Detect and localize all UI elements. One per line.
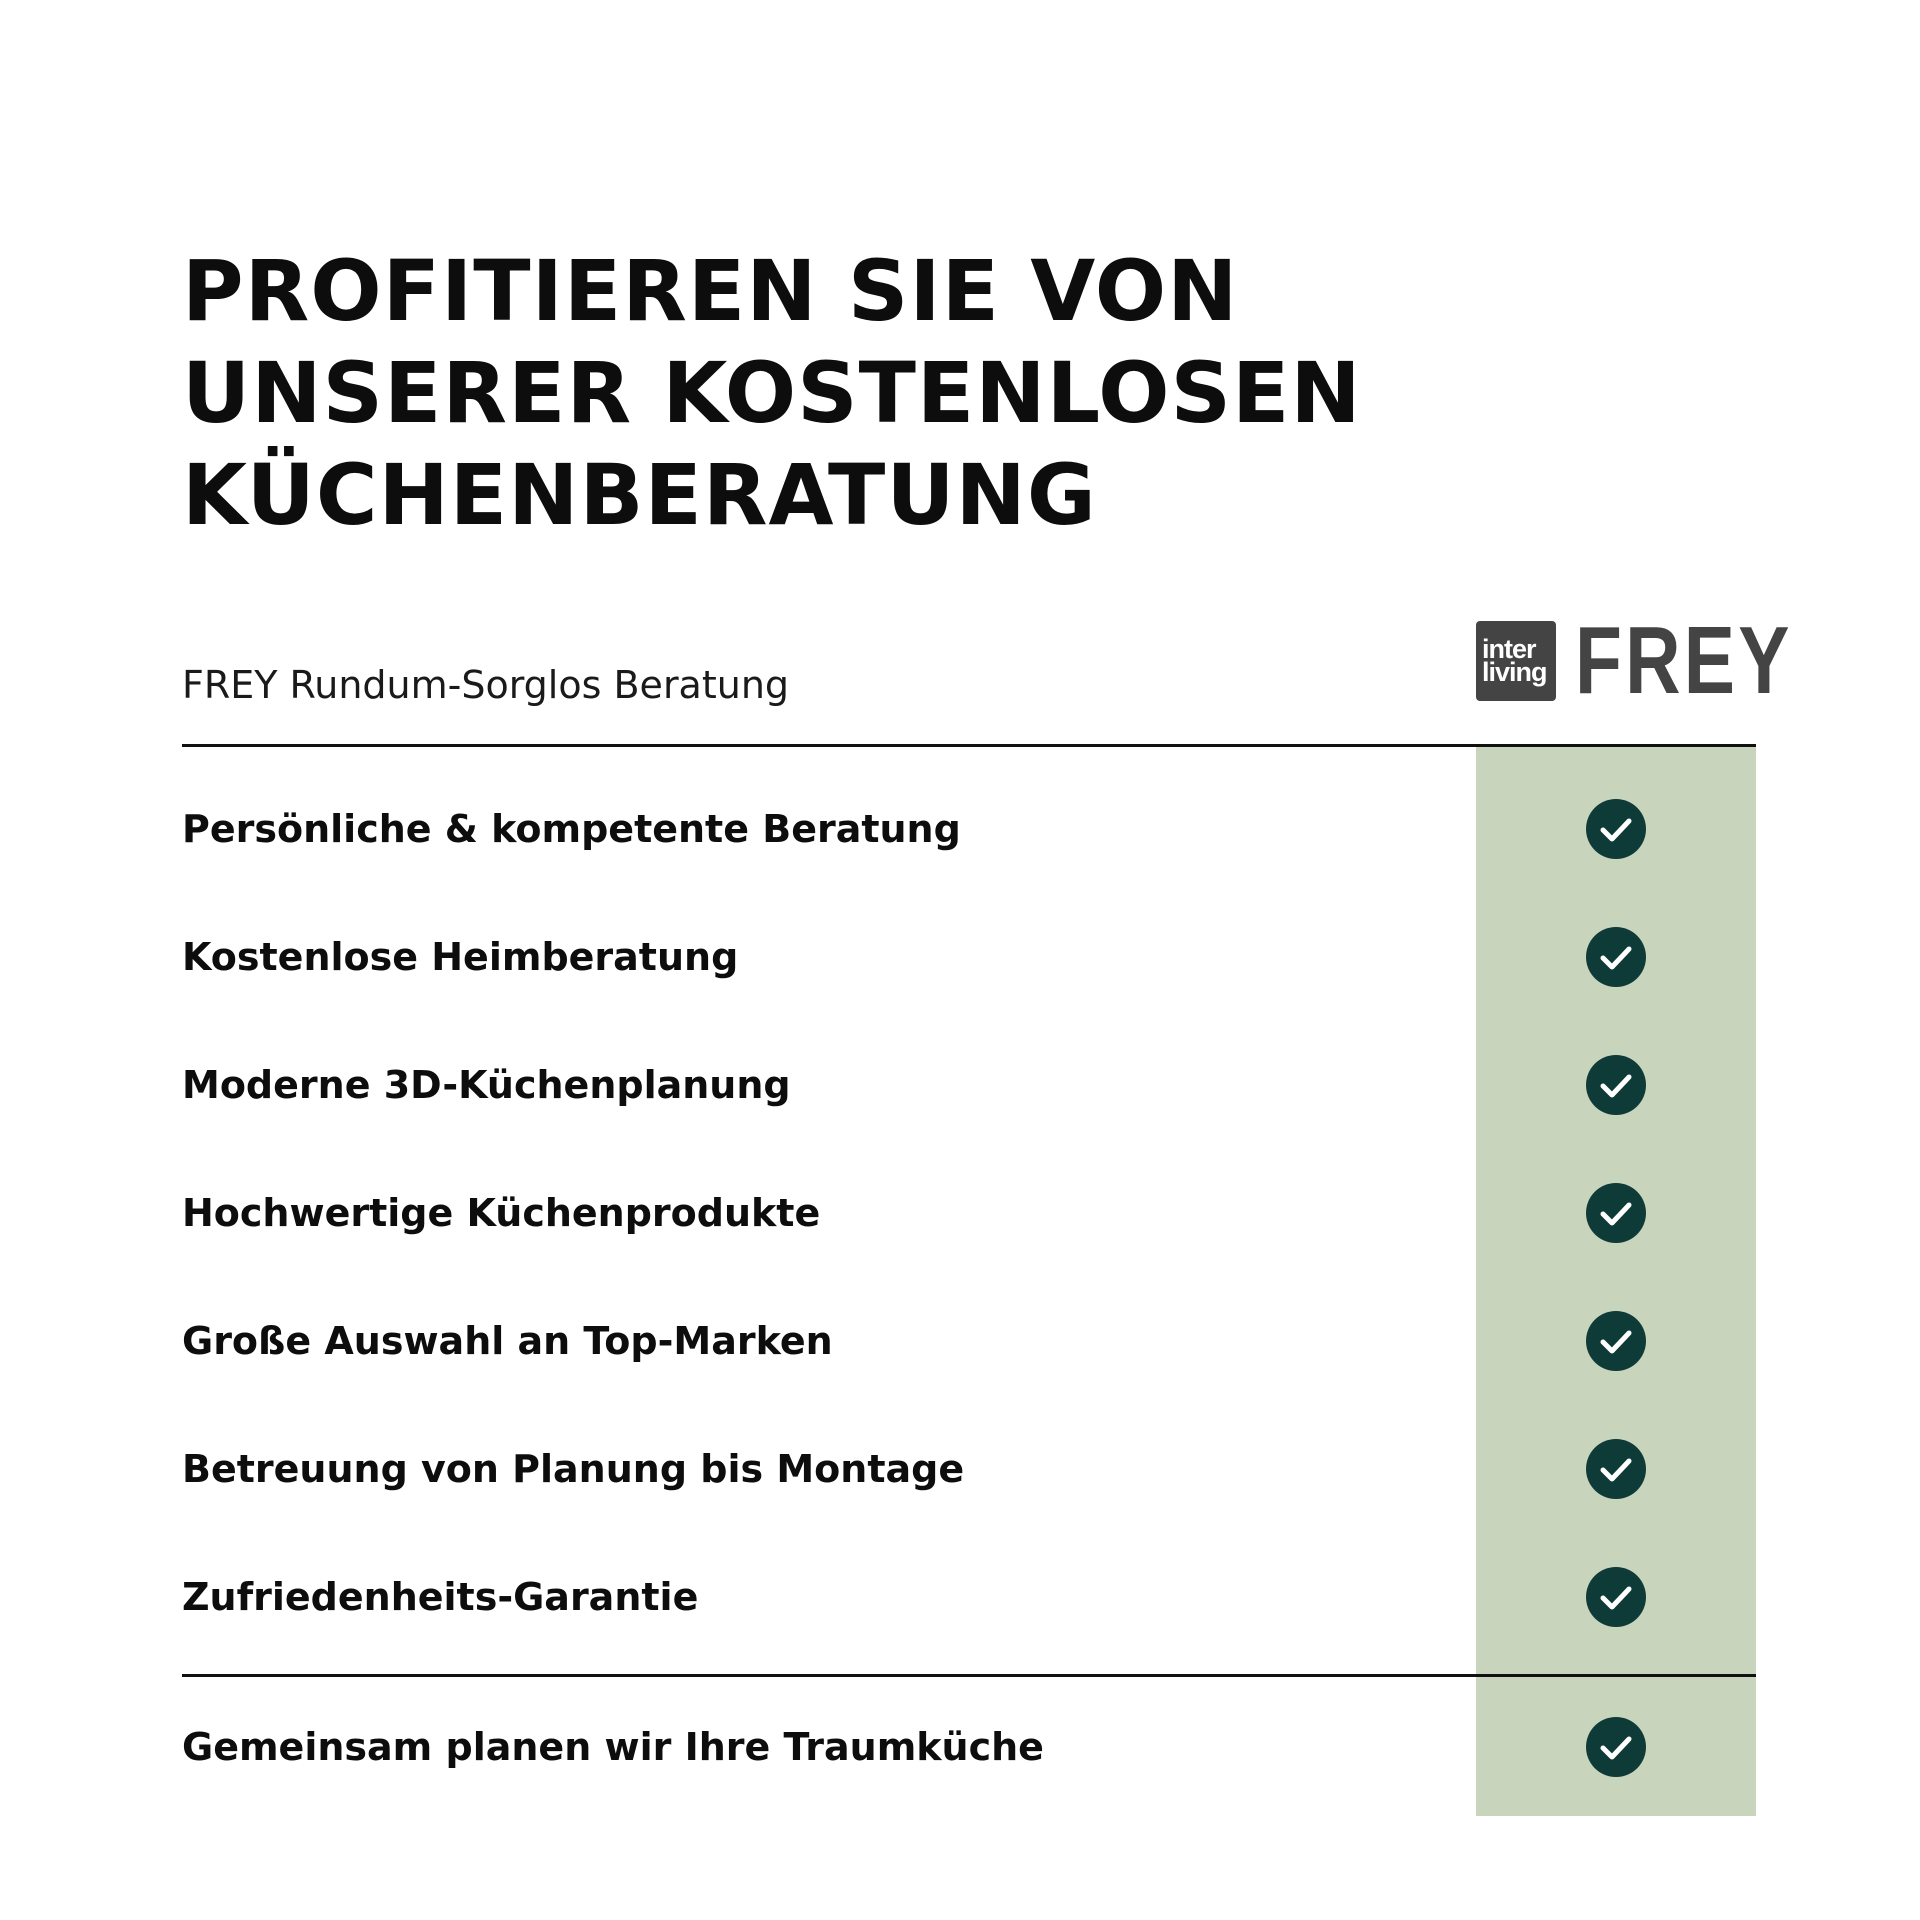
title-line-3: KÜCHENBERATUNG (182, 446, 1097, 544)
check-icon (1586, 1311, 1646, 1371)
feature-row (182, 1021, 1756, 1149)
check-icon (1586, 799, 1646, 859)
page-title (182, 240, 1362, 546)
feature-row (182, 1533, 1756, 1661)
feature-label: Betreuung von Planung bis Montage (182, 1447, 965, 1491)
feature-label: Kostenlose Heimberatung (182, 935, 739, 979)
check-icon (1586, 1439, 1646, 1499)
check-icon (1586, 1717, 1646, 1777)
title-line-1: PROFITIEREN SIE VON (182, 242, 1239, 340)
table-top-divider (182, 744, 1756, 747)
feature-label: Zufriedenheits-Garantie (182, 1575, 699, 1619)
brand-logo (1476, 607, 1847, 714)
logo-box-line-2: living (1482, 657, 1547, 687)
check-icon (1586, 1183, 1646, 1243)
check-icon (1586, 1567, 1646, 1627)
footer-feature-row (182, 1683, 1756, 1811)
logo-box-line-1: inter (1482, 634, 1536, 664)
table-bottom-divider (182, 1674, 1756, 1677)
check-icon (1586, 1055, 1646, 1115)
feature-label: Große Auswahl an Top-Marken (182, 1319, 833, 1363)
feature-label: Moderne 3D-Küchenplanung (182, 1063, 791, 1107)
feature-row (182, 1277, 1756, 1405)
feature-label: Persönliche & kompetente Beratung (182, 807, 961, 851)
frey-wordmark: FREY (1575, 607, 1793, 714)
check-icon (1586, 927, 1646, 987)
comparison-subtitle: FREY Rundum-Sorglos Beratung (182, 663, 790, 707)
feature-row (182, 1405, 1756, 1533)
feature-label: Hochwertige Küchenprodukte (182, 1191, 821, 1235)
feature-row (182, 765, 1756, 893)
feature-row (182, 1149, 1756, 1277)
interliving-logo (1476, 621, 1556, 701)
title-line-2: UNSERER KOSTENLOSEN (182, 344, 1362, 442)
feature-row (182, 893, 1756, 1021)
footer-feature-label: Gemeinsam planen wir Ihre Traumküche (182, 1725, 1044, 1769)
